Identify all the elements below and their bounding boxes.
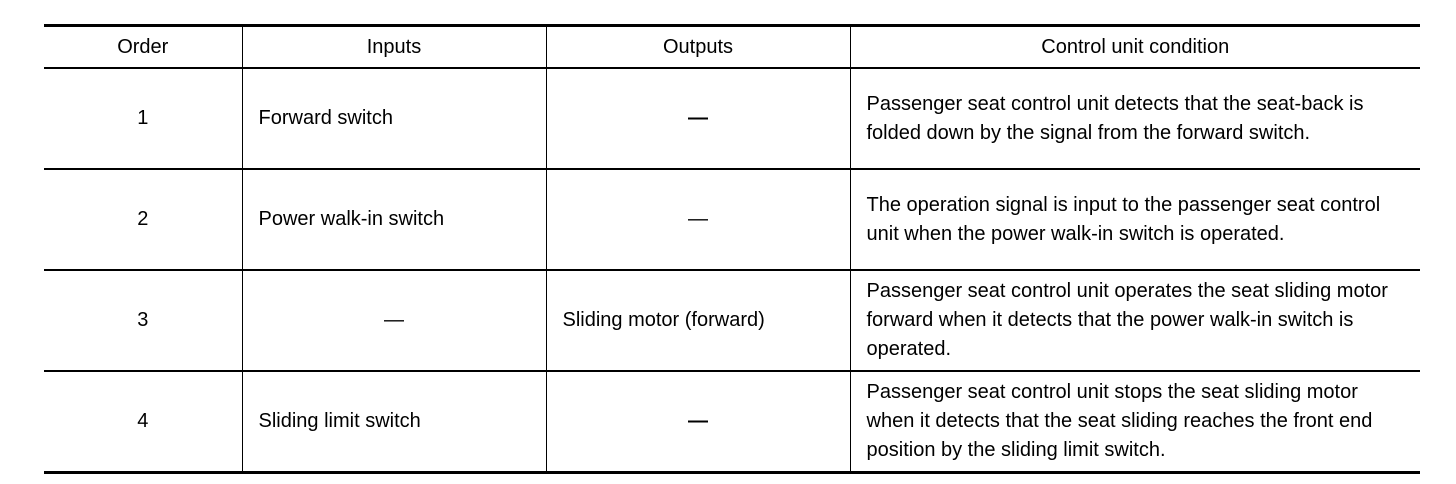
cell-outputs: —: [546, 371, 850, 473]
operation-table: [44, 24, 1420, 474]
cell-inputs: Forward switch: [242, 68, 546, 169]
cell-order: 4: [137, 410, 149, 432]
header-outputs: Outputs: [546, 26, 850, 69]
cell-order: 2: [44, 169, 242, 270]
cell-outputs: —: [546, 68, 850, 169]
header-order: Order: [44, 26, 242, 69]
table-row: [44, 371, 1420, 473]
table-row: [44, 270, 1420, 371]
operation-table-container: [44, 24, 1420, 474]
header-control-unit-condition: Control unit condition: [850, 26, 1420, 69]
table-row: [44, 68, 1420, 169]
table-header-row: [44, 26, 1420, 69]
cell-outputs: Sliding motor (forward): [546, 270, 850, 371]
cell-outputs: —: [546, 169, 850, 270]
table-row: [44, 169, 1420, 270]
cell-condition: Passenger seat control unit detects that the seat-back is folded down by the signal from the forward switch.: [850, 68, 1420, 169]
cell-condition: The operation signal is input to the passenger seat control unit when the power walk-in switch is operated.: [850, 169, 1420, 270]
cell-order: 3: [44, 270, 242, 371]
header-inputs: Inputs: [242, 26, 546, 69]
cell-inputs: Sliding limit switch: [242, 371, 546, 473]
cell-condition: Passenger seat control unit operates the seat sliding motor forward when it detects that the power walk-in switch is operated.: [850, 270, 1420, 371]
cell-condition: Passenger seat control unit stops the seat sliding motor when it detects that the seat sliding reaches the front end position by the sliding limit switch.: [850, 371, 1420, 473]
cell-inputs: —: [242, 270, 546, 371]
cell-order: 1: [44, 68, 242, 169]
cell-inputs: Power walk-in switch: [242, 169, 546, 270]
